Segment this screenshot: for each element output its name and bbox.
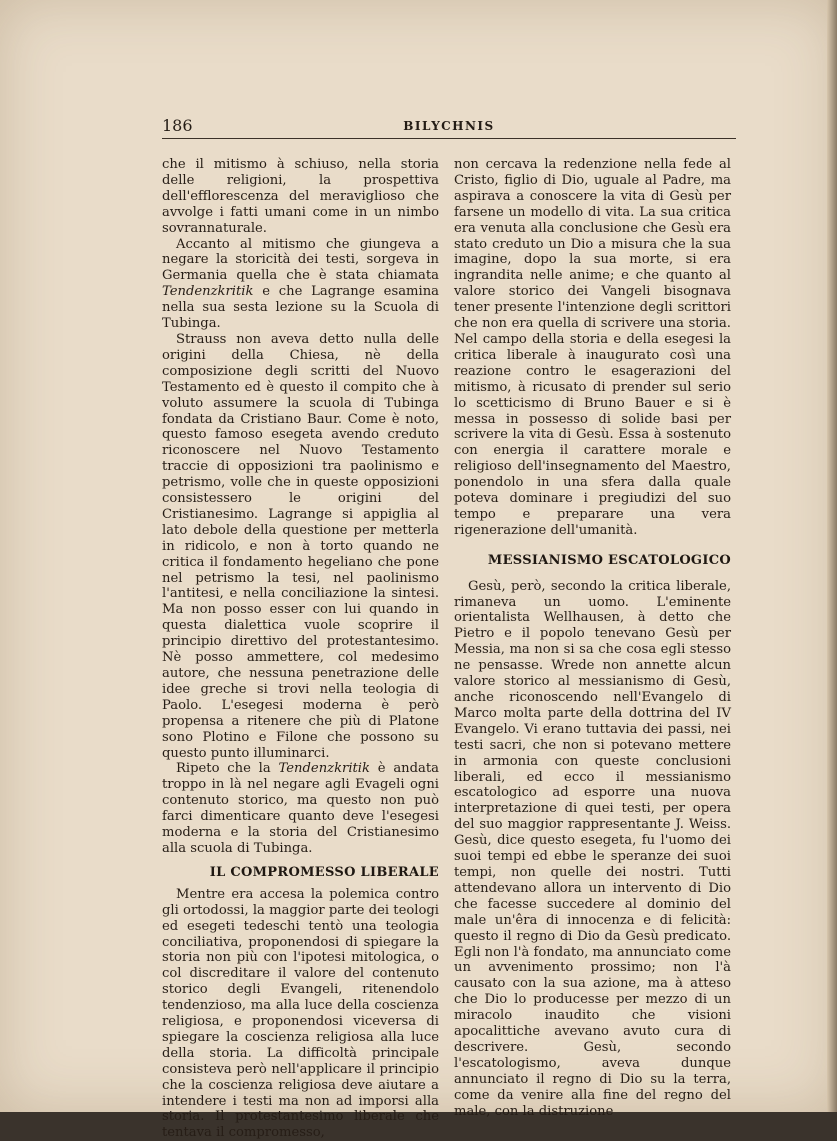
section-heading: MESSIANISMO ESCATOLOGICO [487, 552, 731, 568]
right-column [454, 157, 731, 1119]
text-span: Accanto al mitismo che giungeva a negare la storicità dei testi, sorgeva in Germania quella che è stata chiamata [162, 236, 439, 284]
paragraph: che il mitismo à schiuso, nella storia delle religioni, la prospettiva dell'efflorescenza del meraviglioso che avvolge i fatti umani come in un nimbo sovrannaturale. [162, 157, 439, 236]
text-span: e che Lagrange esamina nella sua sesta lezione su la Scuola di Tubinga. [162, 284, 439, 332]
page-number: 186 [162, 116, 193, 135]
italic-term: Tendenzkritik [278, 761, 370, 777]
paragraph: Mentre era accesa la polemica contro gli ortodossi, la maggior parte dei teologi ed esegeti tedeschi tentò una teologia conciliativa, proponendosi di spiegare la storia non più con l'ipotesi mitologica, o col discreditare il valore del contenuto storico degli Evangeli, ritenendolo tendenzioso, ma alla luce della coscienza religiosa, e proponendosi viceversa di spiegare la coscienza religiosa alla luce della storia. La difficoltà principale consisteva però nell'applicare il principio che la coscienza religiosa deve aiutare a intendere i testi ma non ad imporsi alla storia. Il protestantesimo liberale che tentava il compromesso, [162, 886, 439, 1141]
paragraph: Strauss non aveva detto nulla delle origini della Chiesa, nè della composizione degli scritti del Nuovo Testamento ed è questo il compito che à voluto assumere la scuola di Tubinga fondata da Cristiano Baur. Come è noto, questo famoso esegeta avendo creduto riconoscere nel Nuovo Testamento traccie di opposizioni tra paolinismo e petrismo, volle che in queste opposizioni consistessero le origini del Cristianesimo. Lagrange si appiglia al lato debole della questione per metterla in ridicolo, e non à torto quando ne critica il fondamento hegeliano che pone nel petrismo la tesi, nel paolinismo l'antitesi, e nella conciliazione la sintesi. Ma non posso esser con lui quando in questa dialettica vuole scoprire il principio direttivo del protestantesimo. Nè posso ammettere, col medesimo autore, che nessuna penetrazione delle idee greche si trovi nella teologia di Paolo. L'esegesi moderna è però propensa a ritenere che più di Platone sono Plotino e Filone che possono su questo punto illuminarci. [162, 331, 439, 761]
page-header [162, 116, 736, 139]
paragraph [162, 761, 439, 856]
section-heading: IL COMPROMESSO LIBERALE [209, 864, 439, 880]
running-head: BILYCHNIS [403, 119, 495, 133]
text-span: è andata troppo in là nel negare agli Evageli ogni contenuto storico, ma questo non può farci dimenticare quanto deve l'esegesi moderna e la storia del Cristianesimo alla scuola di Tubinga. [162, 761, 439, 856]
paragraph [162, 237, 439, 332]
paragraph: Gesù, però, secondo la critica liberale, rimaneva un uomo. L'eminente orientalista Wellhausen, à detto che Pietro e il popolo tenevano Gesù per Messia, ma non si sa che cosa egli stesso ne pensasse. Wrede non annette alcun valore storico al messianismo di Gesù, anche riconoscendo nell'Evangelo di Marco molta parte della dottrina del IV Evangelo. Vi erano tuttavia dei passi, nei testi sacri, che non si potevano mettere in armonia con queste conclusioni liberali, ed ecco il messianismo escatologico ad esporre una nuova interpretazione di quei testi, per opera del suo maggior rappresentante J. Weiss. Gesù, dice questo esegeta, fu l'uomo dei suoi tempi ed ebbe le speranze dei suoi tempi, non quelle dei nostri. Tutti attendevano allora un intervento di Dio che facesse succedere al dominio del male un'êra di innocenza e di felicità: questo il regno di Dio da Gesù predicato. Egli non l'à fondato, ma annunciato come un avvenimento prossimo; non l'à causato con la sua azione, ma à atteso che Dio lo producesse per mezzo di un miracolo inaudito che visioni apocalittiche avevano avuto cura di descrivere. Gesù, secondo l'escatologismo, aveva dunque annunciato il regno di Dio su la terra, come da venire alla fine del regno del male, con la distruzione [454, 578, 731, 1119]
text-span: Ripeto che la [176, 761, 279, 777]
paragraph: non cercava la redenzione nella fede al Cristo, figlio di Dio, uguale al Padre, ma aspirava a conoscere la vita di Gesù per farsene un modello di vita. La sua critica era venuta alla conclusione che Gesù era stato creduto un Dio a misura che la sua imagine, dopo la sua morte, si era ingrandita nelle anime; e che quanto al valore storico dei Vangeli bisognava tener presente l'intenzione degli scrittori che non era quella di scrivere una storia. Nel campo della storia e della esegesi la critica liberale à inaugurato così una reazione contro le esagerazioni del mitismo, à ricusato di prender sul serio lo scetticismo di Bruno Bauer e si è messa in possesso di solide basi per scrivere la vita di Gesù. Essa à sostenuto con energia il carattere morale e religioso dell'insegnamento del Maestro, ponendolo in una sfera dalla quale poteva dominare i pregiudizi del suo tempo e preparare una vera rigenerazione dell'umanità. [454, 157, 731, 538]
left-column [162, 157, 439, 1141]
italic-term: Tendenzkritik [162, 284, 254, 300]
page-edge-shadow [827, 0, 837, 1112]
